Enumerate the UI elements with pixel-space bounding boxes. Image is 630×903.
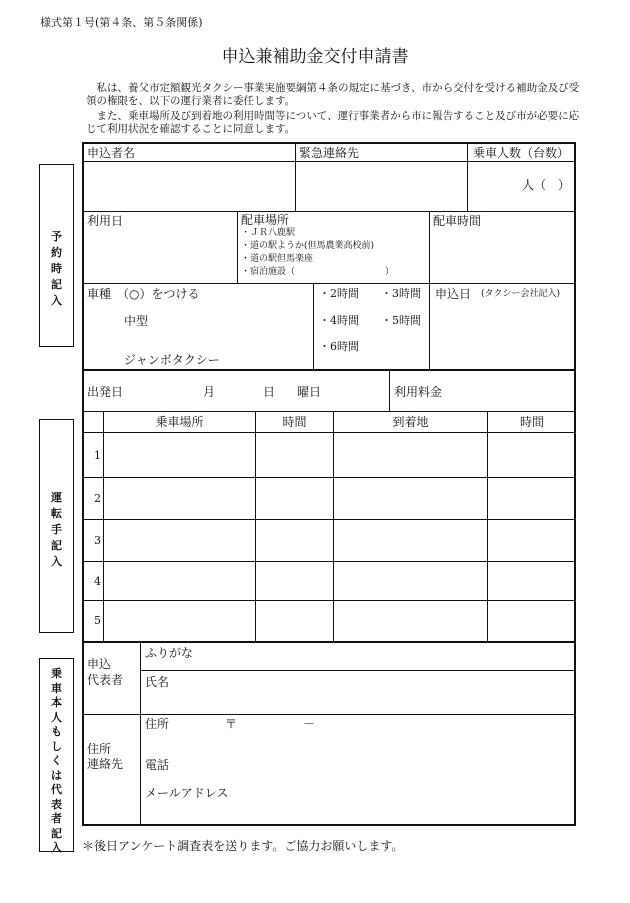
fee-field[interactable]	[446, 373, 574, 409]
duration-option-4h[interactable]: ・4時間	[319, 314, 359, 327]
trip-pickup-cell[interactable]	[105, 434, 254, 476]
car-type-option-mid[interactable]: 中型	[124, 314, 149, 328]
side-label-booking	[39, 164, 74, 347]
intro-paragraph-1: 私は、養父市定額観光タクシー事業実施要綱第４条の規定に基づき、市から交付を受ける補助金及び受領の権限を、以下の運行業者に委任します。	[86, 82, 580, 107]
phone-label: 電話	[145, 758, 170, 772]
intro-paragraph-2: また、乗車場所及び到着地の利用時間等について、運行事業者から市に報告すること及び市が必要に応じて利用状況を確認することに同意します。	[86, 110, 580, 135]
email-field[interactable]	[240, 784, 574, 822]
dispatch-option-jr-yoka[interactable]: ・ＪＲ八鹿駅	[241, 228, 296, 238]
duration-option-6h[interactable]: ・6時間	[319, 340, 359, 353]
apply-date-field[interactable]	[431, 304, 574, 367]
representative-label-2: 代表者	[87, 673, 124, 687]
emergency-contact-field[interactable]	[297, 163, 466, 210]
name-field[interactable]	[180, 672, 574, 712]
departure-month-label: 月	[203, 385, 216, 399]
side-label-rider-text	[40, 667, 73, 856]
contact-label-1: 住所	[87, 742, 112, 756]
trip-row-number: 2	[94, 492, 101, 505]
departure-date-label: 出発日	[87, 385, 124, 399]
dispatch-time-field[interactable]	[431, 230, 574, 280]
dispatch-option-tajima-rakuza[interactable]: ・道の駅但馬楽座	[241, 254, 314, 264]
passenger-count-unit: 人（ ）	[522, 178, 571, 192]
side-rider-chars: 乗 車 本 人 も し く は 代 表 者 記 入	[51, 667, 62, 854]
car-type-option-jumbo[interactable]: ジャンボタクシー	[124, 353, 220, 367]
trip-header-time-1: 時間	[282, 415, 307, 429]
departure-day-field[interactable]	[216, 373, 260, 409]
trip-time-cell[interactable]	[489, 434, 575, 476]
departure-weekday-label: 曜日	[297, 385, 322, 399]
form-id: 様式第１号(第４条、第５条関係)	[40, 16, 203, 29]
trip-header-pickup: 乗車場所	[155, 415, 204, 429]
address-label: 住所	[145, 717, 170, 731]
page-title: 申込兼補助金交付申請書	[221, 47, 409, 67]
duration-option-3h[interactable]: ・3時間	[381, 287, 421, 300]
footer-note: ＊後日アンケート調査表を送ります。ご協力お願いします。	[82, 839, 404, 853]
departure-day-label: 日	[263, 385, 276, 399]
postal-dash: －	[303, 717, 316, 731]
duration-option-2h[interactable]: ・2時間	[319, 287, 359, 300]
trip-time-cell[interactable]	[257, 434, 332, 476]
duration-option-5h[interactable]: ・5時間	[381, 314, 421, 327]
side-booking-chars: 予 約 時 記 入	[51, 230, 62, 307]
phone-field[interactable]	[180, 756, 574, 780]
contact-label-2: 連絡先	[87, 757, 124, 771]
side-driver-chars: 運 転 手 記 入	[51, 491, 62, 568]
side-label-booking-text	[40, 229, 73, 309]
trip-destination-cell[interactable]	[335, 434, 486, 476]
fee-label: 利用料金	[394, 385, 443, 399]
trip-row-number: 4	[94, 575, 101, 588]
side-label-rider	[39, 658, 74, 852]
trip-row-number: 5	[94, 614, 101, 627]
passenger-count-field[interactable]	[469, 163, 574, 210]
dispatch-time-label: 配車時間	[433, 214, 482, 228]
postal-mark: 〒	[225, 717, 238, 731]
car-type-label: 車種 （○）をつける	[87, 287, 200, 301]
furigana-label: ふりがな	[145, 646, 194, 660]
passenger-count-label: 乗車人数（台数）	[473, 146, 570, 160]
side-label-driver	[39, 419, 74, 633]
apply-date-note: (タクシー会社記入)	[481, 289, 561, 299]
applicant-name-field[interactable]	[84, 163, 294, 210]
use-date-field[interactable]	[84, 230, 234, 280]
applicant-name-label: 申込者名	[87, 146, 136, 160]
trip-row-number: 1	[94, 449, 101, 462]
dispatch-option-michinoeki-yoka[interactable]: ・道の駅ようか(但馬農業高校前)	[241, 241, 375, 251]
side-label-driver-text	[40, 490, 73, 570]
use-date-label: 利用日	[87, 214, 124, 228]
email-label: メールアドレス	[145, 786, 229, 800]
dispatch-place-label: 配車場所	[241, 213, 290, 227]
name-label: 氏名	[145, 675, 170, 689]
address-field[interactable]	[145, 733, 574, 755]
trip-header-destination: 到着地	[392, 415, 429, 429]
emergency-contact-label: 緊急連絡先	[299, 146, 360, 160]
representative-label-1: 申込	[87, 657, 112, 671]
trip-header-time-2: 時間	[519, 415, 544, 429]
dispatch-option-lodging[interactable]: ・宿泊施設（ ）	[241, 267, 395, 277]
furigana-field[interactable]	[200, 645, 574, 668]
trip-row-number: 3	[94, 534, 101, 547]
apply-date-label: 申込日	[435, 287, 472, 301]
departure-month-field[interactable]	[140, 373, 200, 409]
